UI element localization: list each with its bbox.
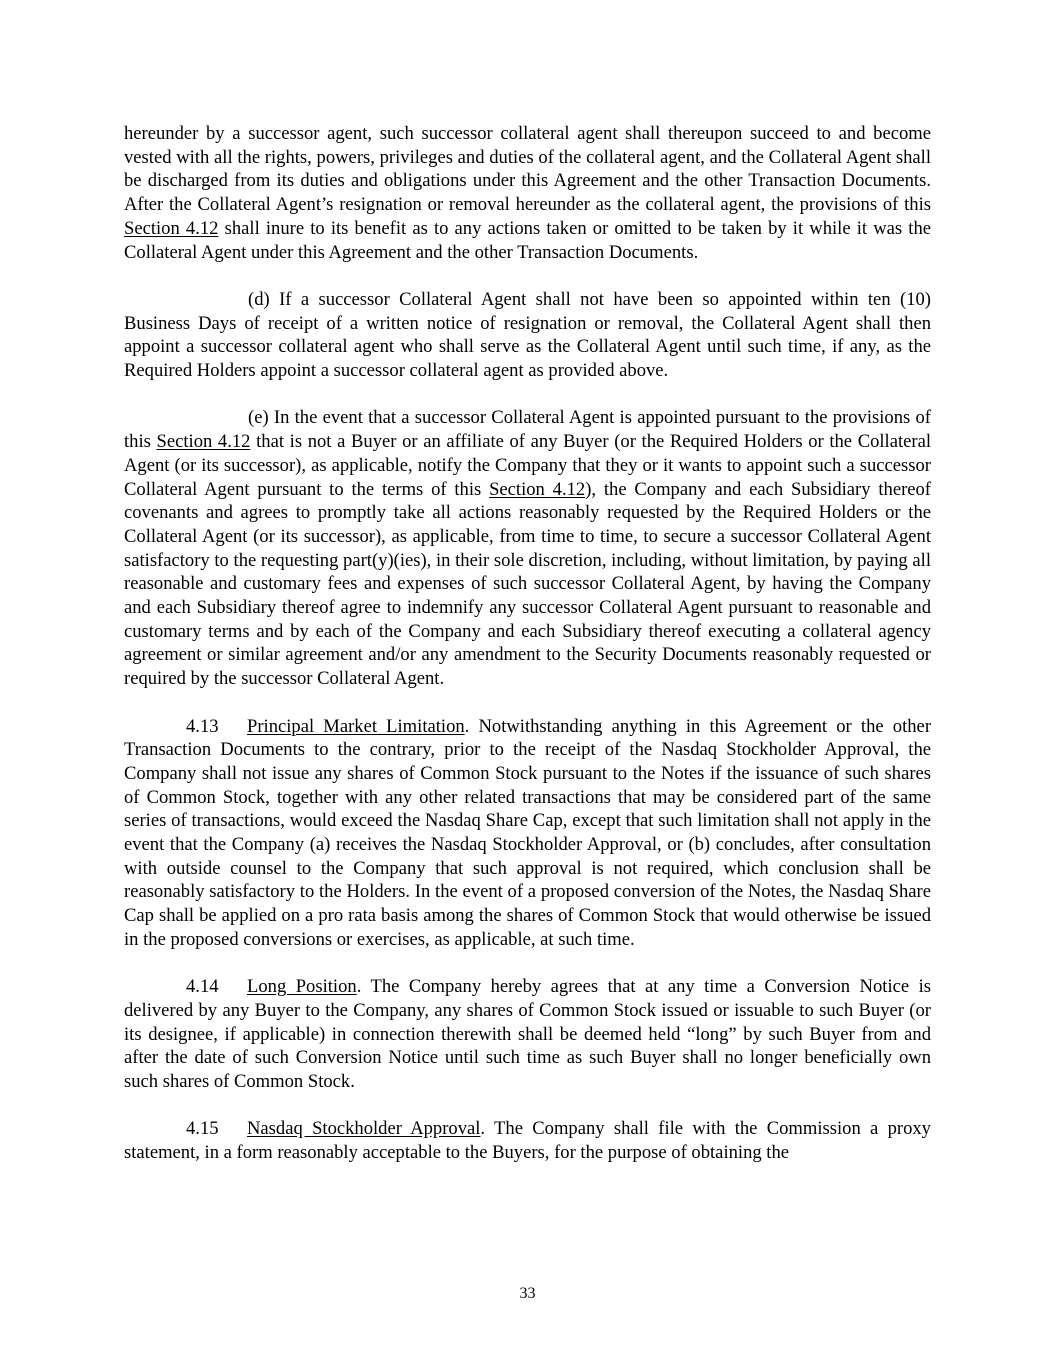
section-4-15: [124, 1117, 931, 1164]
document-page: [124, 122, 931, 1189]
paragraph-continuation: [124, 122, 931, 264]
paragraph-text: . The Company hereby agrees that at any time a Conversion Notice is delivered by any Buyer to the Company, any shares of Common Stock issued or issuable to such Buyer (or its designee, if applicable) in connection therewith shall be deemed held “long” by such Buyer from and after the date of such Conversion Notice until such time as such Buyer shall no longer beneficially own such shares of Common Stock.: [124, 976, 931, 1093]
section-4-13: [124, 715, 931, 952]
paragraph-text: that is not a Buyer or an affiliate of any Buyer (or the Required Holders or the Collateral Agent (or its successor), as applicable, notify the Company that they or it wants to appoint such a successor Collateral Agent pursuant to the terms of this: [124, 431, 932, 500]
section-number: 4.13: [186, 715, 219, 737]
section-reference-link: Section 4.12: [156, 431, 251, 453]
section-4-14: [124, 975, 931, 1094]
subsection-d: [124, 288, 931, 383]
section-heading: Principal Market Limitation: [247, 715, 465, 737]
paragraph-text: ), the Company and each Subsidiary thereof covenants and agrees to promptly take all actions reasonably requested by the Required Holders or the Collateral Agent (or its successor), as applicable, from time to time, to secure a successor Collateral Agent satisfactory to the requesting part(y)(ies), in their sole discretion, including, without limitation, by paying all reasonable and customary fees and expenses of such successor Collateral Agent, by having the Company and each Subsidiary thereof agree to indemnify any successor Collateral Agent pursuant to reasonable and customary terms and by each of the Company and each Subsidiary thereof executing a collateral agency agreement or similar agreement and/or any amendment to the Security Documents reasonably requested or required by the successor Collateral Agent.: [124, 478, 932, 690]
section-heading: Nasdaq Stockholder Approval: [247, 1118, 481, 1140]
section-reference-link: Section 4.12: [489, 478, 586, 500]
paragraph-text: shall inure to its benefit as to any actions taken or omitted to be taken by it while it was the Collateral Agent under this Agreement and the other Transaction Documents.: [124, 217, 931, 263]
paragraph-text: (e) In the event that a successor Collateral Agent is appointed pursuant to the provisions of this: [124, 407, 931, 453]
subsection-e: [124, 406, 931, 690]
paragraph-text: hereunder by a successor agent, such successor collateral agent shall thereupon succeed to and become vested with all the rights, powers, privileges and duties of the collateral agent, and the Collateral Agent shall be discharged from its duties and obligations under this Agreement and the other Transaction Documents. After the Collateral Agent’s resignation or removal hereunder as the collateral agent, the provisions of this: [124, 123, 931, 216]
page-number: 33: [519, 1285, 536, 1302]
section-heading: Long Position: [247, 976, 357, 998]
section-reference-link: Section 4.12: [124, 217, 219, 239]
section-number: 4.15: [186, 1118, 219, 1140]
paragraph-text: (d) If a successor Collateral Agent shall not have been so appointed within ten (10) Business Days of receipt of a written notice of resignation or removal, the Collateral Agent shall then appoint a successor collateral agent who shall serve as the Collateral Agent until such time, if any, as the Required Holders appoint a successor collateral agent as provided above.: [124, 288, 931, 382]
paragraph-text: . The Company shall file with the Commission a proxy statement, in a form reasonably acceptable to the Buyers, for the purpose of obtaining the: [124, 1118, 931, 1164]
paragraph-text: . Notwithstanding anything in this Agreement or the other Transaction Documents to the contrary, prior to the receipt of the Nasdaq Stockholder Approval, the Company shall not issue any shares of Common Stock pursuant to the Notes if the issuance of such shares of Common Stock, together with any other related transactions that may be considered part of the same series of transactions, would exceed the Nasdaq Share Cap, except that such limitation shall not apply in the event that the Company (a) receives the Nasdaq Stockholder Approval, or (b) concludes, after consultation with outside counsel to the Company that such approval is not required, which conclusion shall be reasonably satisfactory to the Holders. In the event of a proposed conversion of the Notes, the Nasdaq Share Cap shall be applied on a pro rata basis among the shares of Common Stock that would otherwise be issued in the proposed conversions or exercises, as applicable, at such time.: [124, 715, 932, 950]
section-number: 4.14: [186, 976, 219, 998]
